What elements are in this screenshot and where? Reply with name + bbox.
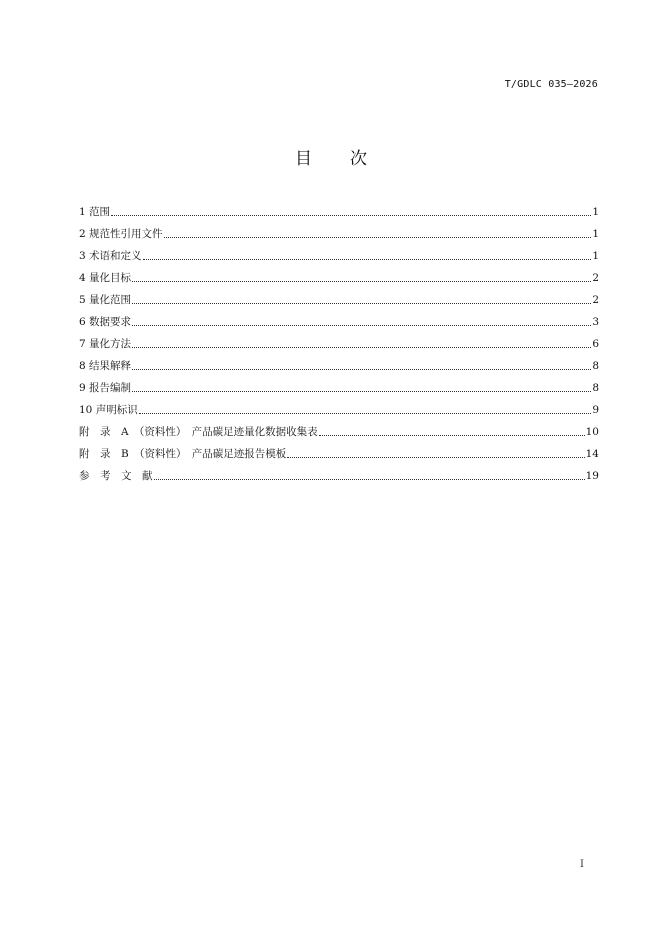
toc-entry-quantification-method[interactable] bbox=[79, 329, 599, 351]
toc-leader-dots bbox=[132, 281, 591, 282]
toc-entry-page: 2 bbox=[592, 294, 599, 306]
toc-entry-page: 1 bbox=[592, 228, 599, 240]
toc-leader-dots bbox=[132, 347, 591, 348]
toc-entry-page: 8 bbox=[592, 382, 599, 394]
toc-entry-page: 19 bbox=[585, 470, 599, 482]
toc-entry-label: 4 量化目标 bbox=[79, 272, 132, 284]
toc-entry-result-interpretation[interactable] bbox=[79, 351, 599, 373]
toc-entry-data-requirements[interactable] bbox=[79, 307, 599, 329]
toc-entry-label: 参 考 文 献 bbox=[79, 470, 153, 482]
toc-entry-page: 6 bbox=[592, 338, 599, 350]
toc-entry-label: 6 数据要求 bbox=[79, 316, 132, 328]
toc-entry-declaration-labeling[interactable] bbox=[79, 395, 599, 417]
toc-leader-dots bbox=[154, 479, 585, 480]
toc-entry-label: 附 录 B （资料性） 产品碳足迹报告模板 bbox=[79, 448, 287, 460]
toc-leader-dots bbox=[287, 457, 584, 458]
toc-title: 目次 bbox=[295, 149, 405, 170]
toc-leader-dots bbox=[139, 413, 592, 414]
toc-entry-page: 1 bbox=[592, 206, 599, 218]
toc-entry-label: 8 结果解释 bbox=[79, 360, 132, 372]
toc-leader-dots bbox=[132, 391, 591, 392]
toc-entry-scope[interactable] bbox=[79, 197, 599, 219]
toc-leader-dots bbox=[319, 435, 585, 436]
toc-entry-page: 10 bbox=[585, 426, 599, 438]
toc-entry-page: 2 bbox=[592, 272, 599, 284]
toc-entry-page: 1 bbox=[592, 250, 599, 262]
toc-entry-quantification-scope[interactable] bbox=[79, 285, 599, 307]
toc-leader-dots bbox=[111, 215, 591, 216]
toc-entry-normative-references[interactable] bbox=[79, 219, 599, 241]
toc-leader-dots bbox=[132, 303, 591, 304]
toc-entry-quantification-goal[interactable] bbox=[79, 263, 599, 285]
page-number: I bbox=[580, 859, 584, 870]
toc-entry-page: 14 bbox=[585, 448, 599, 460]
toc-entry-label: 1 范围 bbox=[79, 206, 111, 218]
toc-entry-terms-definitions[interactable] bbox=[79, 241, 599, 263]
toc-entry-label: 3 术语和定义 bbox=[79, 250, 142, 262]
table-of-contents bbox=[79, 197, 599, 483]
toc-entry-label: 10 声明标识 bbox=[79, 404, 138, 416]
toc-entry-page: 9 bbox=[592, 404, 599, 416]
toc-entry-label: 9 报告编制 bbox=[79, 382, 132, 394]
toc-leader-dots bbox=[132, 325, 591, 326]
toc-entry-appendix-a[interactable] bbox=[79, 417, 599, 439]
toc-leader-dots bbox=[132, 369, 591, 370]
document-code: T/GDLC 035—2026 bbox=[504, 79, 598, 90]
toc-entry-page: 8 bbox=[592, 360, 599, 372]
toc-entry-label: 7 量化方法 bbox=[79, 338, 132, 350]
toc-entry-report-preparation[interactable] bbox=[79, 373, 599, 395]
toc-entry-label: 2 规范性引用文件 bbox=[79, 228, 163, 240]
toc-leader-dots bbox=[143, 259, 592, 260]
toc-entry-bibliography[interactable] bbox=[79, 461, 599, 483]
toc-entry-page: 3 bbox=[592, 316, 599, 328]
toc-leader-dots bbox=[164, 237, 592, 238]
toc-entry-label: 附 录 A （资料性） 产品碳足迹量化数据收集表 bbox=[79, 426, 318, 438]
toc-entry-label: 5 量化范围 bbox=[79, 294, 132, 306]
toc-entry-appendix-b[interactable] bbox=[79, 439, 599, 461]
